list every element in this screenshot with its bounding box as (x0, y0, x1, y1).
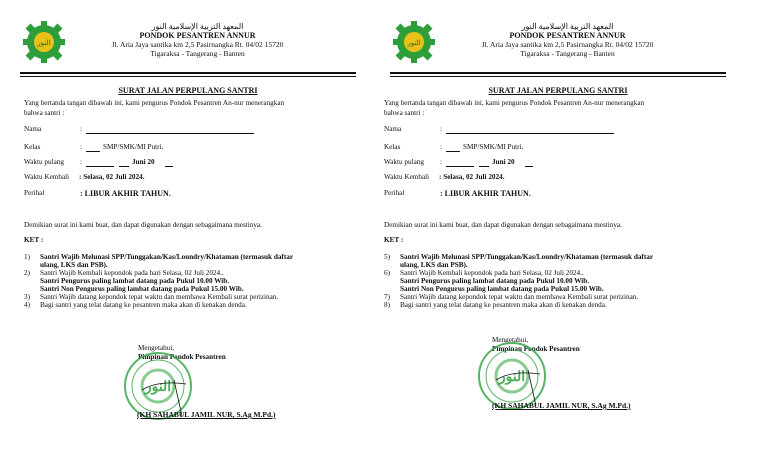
note-number: 8) (384, 301, 390, 309)
note-1b: ulang, LKS dan PSB). (400, 261, 468, 269)
note-2b: Santri Pengurus paling lambat datang pada Pukul 10.00 Wib. (400, 277, 590, 285)
kelas-label: Kelas (384, 143, 401, 151)
note-number: 4) (24, 301, 30, 309)
kembali-value: : Selasa, 02 Juli 2024. (79, 173, 145, 181)
arabic-name: المعهد التربية الإسلامية النور (521, 22, 614, 31)
closing-text: Demikian surat ini kami buat, dan dapat digunakan dengan sebagaimana mestinya. (24, 221, 262, 229)
pesantren-logo-icon (392, 20, 436, 64)
letter-title: SURAT JALAN PERPULANG SANTRI (488, 86, 628, 95)
note-number: 6) (384, 269, 390, 277)
address-line-1: Jl. Aria Jaya santika km 2,5 Pasirnangka Rt. 04/02 15720 (111, 40, 284, 49)
perihal-value: : LIBUR AKHIR TAHUN. (440, 189, 531, 198)
pimpinan-text: Pimpinan Pondok Pesantren (138, 353, 226, 361)
colon: : (440, 158, 442, 166)
pulang-date-blank (479, 166, 489, 167)
kelas-blank (446, 151, 460, 152)
ket-label: KET : (24, 236, 44, 244)
svg-text:النور: النور (144, 380, 172, 395)
letter-left (12, 0, 382, 466)
pulang-value: Juni 20 (492, 158, 515, 166)
perihal-value: : LIBUR AKHIR TAHUN. (80, 189, 171, 198)
header-rule-thin (20, 76, 356, 77)
pulang-day-blank (446, 166, 474, 167)
closing-text: Demikian surat ini kami buat, dan dapat digunakan dengan sebagaimana mestinya. (384, 221, 622, 229)
pulang-value: Juni 20 (132, 158, 155, 166)
note-2a: Santri Wajib Kembali kepondok pada hari Selasa, 02 Juli 2024.. (40, 269, 224, 277)
kembali-value: : Selasa, 02 Juli 2024. (439, 173, 505, 181)
address-line-2: Tigaraksa - Tangerang - Banten (150, 49, 245, 58)
note-1b: ulang, LKS dan PSB). (40, 261, 108, 269)
note-3: Santri Wajib datang kepondok tepat waktu dan membawa Kembali surat perizinan. (400, 293, 639, 301)
header-rule-thin (390, 76, 726, 77)
svg-text:النور: النور (37, 39, 51, 47)
intro-line-2: bahwa santri : (384, 109, 425, 117)
nama-blank (86, 133, 254, 134)
colon: : (440, 143, 442, 151)
svg-text:النور: النور (498, 370, 526, 385)
note-number: 2) (24, 269, 30, 277)
note-number: 5) (384, 253, 390, 261)
colon: : (80, 158, 82, 166)
colon: : (440, 125, 442, 133)
note-number: 1) (24, 253, 30, 261)
arabic-name: المعهد التربية الإسلامية النور (151, 22, 244, 31)
header-rule (20, 72, 356, 74)
ket-label: KET : (384, 236, 404, 244)
letterhead (70, 22, 325, 58)
address-line-2: Tigaraksa - Tangerang - Banten (520, 49, 615, 58)
header-rule (390, 72, 726, 74)
note-2a: Santri Wajib Kembali kepondok pada hari Selasa, 02 Juli 2024.. (400, 269, 584, 277)
mengetahui-text: Mengetahui, (492, 336, 529, 344)
svg-text:النور: النور (407, 39, 421, 47)
kembali-label: Waktu Kembali (24, 173, 70, 181)
note-number: 7) (384, 293, 390, 301)
note-3: Santri Wajib datang kepondok tepat waktu dan membawa Kembali surat perizinan. (40, 293, 279, 301)
intro-line-2: bahwa santri : (24, 109, 65, 117)
intro-line-1: Yang bertanda tangan dibawah ini, kami pengurus Pondok Pesantren An-nur menerangkan (24, 99, 285, 107)
kelas-value: SMP/SMK/MI Putri. (463, 143, 524, 151)
note-1a: Santri Wajib Melunasi SPP/Tunggakan/Kas/Loundry/Khataman (termasuk daftar (400, 253, 654, 261)
note-2c: Santri Non Pengurus paling lambat datang pada Pukul 15.00 Wib. (40, 285, 244, 293)
address-line-1: Jl. Aria Jaya santika km 2,5 Pasirnangka Rt. 04/02 15720 (481, 40, 654, 49)
institution-name: PONDOK PESANTREN ANNUR (139, 31, 256, 40)
kelas-value: SMP/SMK/MI Putri. (103, 143, 164, 151)
pulang-day-blank (86, 166, 114, 167)
note-4: Bagi santri yang telat datang ke pesantren maka akan di kenakan denda. (400, 301, 607, 309)
letter-right (382, 0, 752, 466)
pesantren-logo-icon (22, 20, 66, 64)
institution-name: PONDOK PESANTREN ANNUR (509, 31, 626, 40)
pulang-date-blank (119, 166, 129, 167)
signatory-name: (KH SAHABUL JAMIL NUR, S.Ag M.Pd.) (137, 410, 276, 419)
perihal-label: Perihal (384, 189, 405, 197)
nama-label: Nama (24, 125, 42, 133)
signatory-name: (KH SAHABUL JAMIL NUR, S.Ag M.Pd.) (492, 401, 631, 410)
kembali-label: Waktu Kembali (384, 173, 430, 181)
mengetahui-text: Mengetahui, (138, 344, 175, 352)
perihal-label: Perihal (24, 189, 45, 197)
nama-label: Nama (384, 125, 402, 133)
pimpinan-text: Pimpinan Pondok Pesantren (492, 345, 580, 353)
colon: : (80, 143, 82, 151)
note-2c: Santri Non Pengurus paling lambat datang pada Pukul 15.00 Wib. (400, 285, 604, 293)
kelas-label: Kelas (24, 143, 41, 151)
pulang-label: Waktu pulang (24, 158, 64, 166)
note-4: Bagi santri yang telat datang ke pesantren maka akan di kenakan denda. (40, 301, 247, 309)
pulang-label: Waktu pulang (384, 158, 424, 166)
note-number: 3) (24, 293, 30, 301)
pulang-year-blank (525, 166, 533, 167)
note-1a: Santri Wajib Melunasi SPP/Tunggakan/Kas/Loundry/Khataman (termasuk daftar (40, 253, 294, 261)
colon: : (80, 125, 82, 133)
pulang-year-blank (165, 166, 173, 167)
nama-blank (446, 133, 614, 134)
intro-line-1: Yang bertanda tangan dibawah ini, kami pengurus Pondok Pesantren An-nur menerangkan (384, 99, 645, 107)
kelas-blank (86, 151, 100, 152)
letter-title: SURAT JALAN PERPULANG SANTRI (118, 86, 258, 95)
letterhead (440, 22, 695, 58)
note-2b: Santri Pengurus paling lambat datang pada Pukul 10.00 Wib. (40, 277, 230, 285)
